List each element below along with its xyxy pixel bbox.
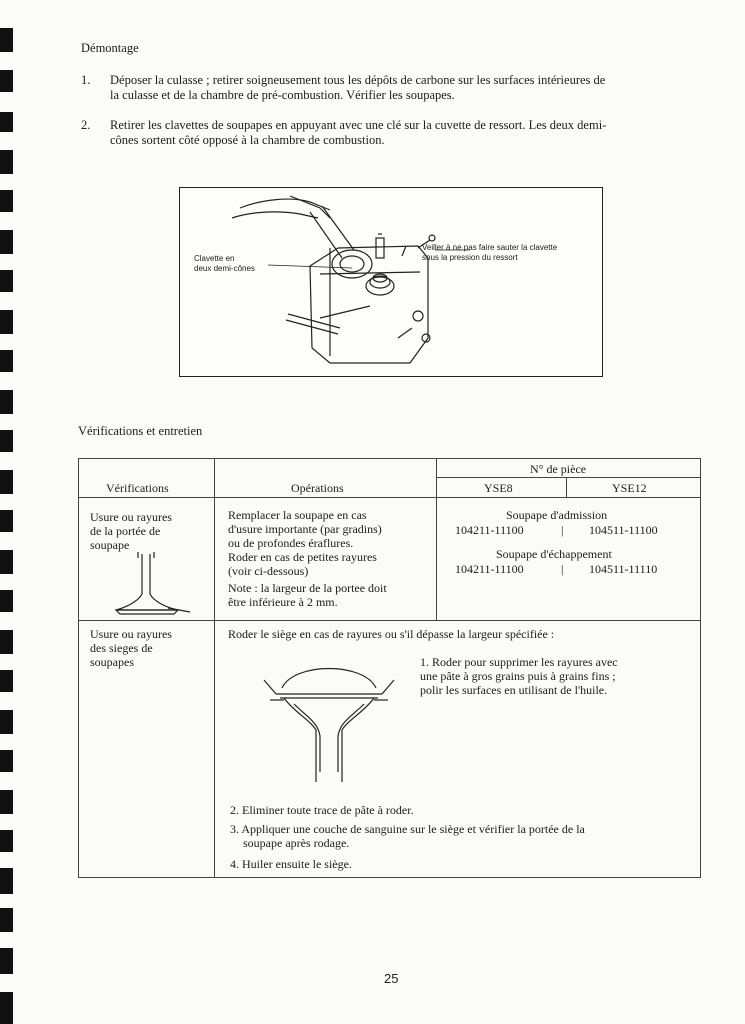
part-separator: |	[561, 562, 564, 576]
row2-intro: Roder le siège en cas de rayures ou s'il dépasse la largeur spécifiée :	[228, 627, 555, 641]
cell-line: 1. Roder pour supprimer les rayures avec	[420, 655, 618, 669]
row2-check	[90, 627, 172, 669]
step-text	[110, 118, 606, 148]
cell-line: 3. Appliquer une couche de sanguine sur le siège et vérifier la portée de la	[230, 822, 585, 836]
exhaust-part-yse12: 104511-11110	[589, 562, 658, 576]
cell-line: des sieges de	[90, 641, 153, 655]
cell-line: soupape	[90, 538, 130, 552]
cell-line: soupapes	[90, 655, 134, 669]
intake-valve-label: Soupape d'admission	[506, 508, 608, 522]
cell-line: une pâte à gros grains puis à grains fins ;	[420, 669, 616, 683]
cylinder-head-figure	[179, 187, 603, 377]
row2-step1	[420, 655, 618, 697]
row1-operation	[228, 508, 387, 609]
page-number: 25	[384, 971, 399, 986]
step-text	[110, 73, 605, 103]
cell-line: être inférieure à 2 mm.	[228, 595, 338, 609]
cell-line: polir les surfaces en utilisant de l'huile.	[420, 683, 608, 697]
valve-seat-illustration	[254, 652, 404, 792]
cell-line: Usure ou rayures	[90, 510, 172, 524]
cylinder-head-illustration	[180, 188, 602, 376]
cell-line: Remplacer la soupape en cas	[228, 508, 367, 522]
cell-line: d'usure importante (par gradins)	[228, 522, 382, 536]
spiral-binding-edge	[0, 0, 14, 1024]
intake-part-yse8: 104211-11100	[455, 523, 524, 537]
step-line: Retirer les clavettes de soupapes en appuyant avec une clé sur la cuvette de ressort. Les deux demi-	[110, 118, 607, 132]
step-line: cônes sortent côté opposé à la chambre de combustion.	[110, 133, 385, 147]
part-separator: |	[561, 523, 564, 537]
table-title: Vérifications et entretien	[78, 424, 203, 438]
valve-illustration	[108, 552, 198, 618]
row2-step2: 2. Eliminer toute trace de pâte à roder.	[230, 803, 414, 817]
cell-line: ou de profondes éraflures.	[228, 536, 354, 550]
step-line: Déposer la culasse ; retirer soigneusement tous les dépôts de carbone sur les surfaces intérieures de	[110, 73, 606, 87]
cell-line: soupape après rodage.	[243, 836, 350, 850]
step-number: 1.	[81, 73, 91, 87]
cell-line: Roder en cas de petites rayures	[228, 550, 377, 564]
callout-line: deux demi-cônes	[194, 264, 255, 273]
row1-check	[90, 510, 172, 552]
intake-part-yse12: 104511-11100	[589, 523, 658, 537]
header-part-number: N° de pièce	[530, 462, 587, 476]
cell-line: (voir ci-dessous)	[228, 564, 309, 578]
callout-line: Veiller à ne pas faire sauter la clavette	[422, 243, 558, 252]
row2-step4: 4. Huiler ensuite le siège.	[230, 857, 352, 871]
header-operations: Opérations	[291, 481, 344, 495]
callout-keeper	[194, 254, 255, 274]
exhaust-part-yse8: 104211-11100	[455, 562, 524, 576]
cell-line: Usure ou rayures	[90, 627, 172, 641]
step-line: la culasse et de la chambre de pré-combustion. Vérifier les soupapes.	[110, 88, 455, 102]
callout-line: sous la pression du ressort	[422, 253, 518, 262]
header-model-yse12: YSE12	[612, 481, 647, 495]
callout-line: Clavette en	[194, 254, 235, 263]
header-model-yse8: YSE8	[484, 481, 513, 495]
cell-line: Note : la largeur de la portee doit	[228, 581, 387, 595]
row2-step3	[230, 822, 585, 850]
callout-warning	[422, 243, 557, 263]
step-number: 2.	[81, 118, 91, 132]
exhaust-valve-label: Soupape d'échappement	[496, 547, 612, 561]
cell-line: de la portée de	[90, 524, 161, 538]
section-title: Démontage	[81, 41, 139, 55]
header-verifications: Vérifications	[106, 481, 169, 495]
